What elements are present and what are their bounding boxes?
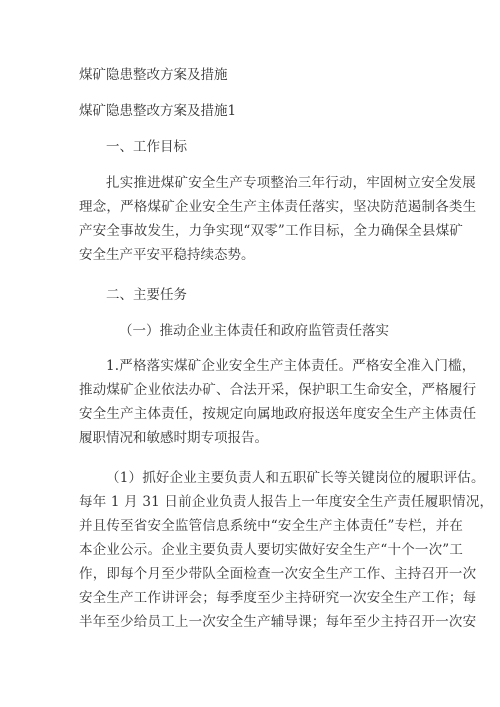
paragraph-line: 产安全事故发生，力争实现“双零”工作目标，全力确保全县煤矿	[79, 223, 464, 239]
document-subtitle: 煤矿隐患整改方案及措施1	[79, 103, 237, 119]
paragraph-line: 并且传至省安全监管信息系统中“安全生产主体责任”专栏，并在	[79, 518, 464, 534]
paragraph-line: 理念，严格煤矿企业安全生产主体责任落实，坚决防范遏制各类生	[79, 199, 477, 215]
section-heading-tasks: 二、主要任务	[106, 287, 187, 303]
paragraph-line: 1.严格落实煤矿企业安全生产主体责任。严格安全准入门槛，	[106, 358, 476, 374]
paragraph-line: 履职情况和敏感时期专项报告。	[79, 430, 268, 446]
paragraph-line: 作，即每个月至少带队全面检查一次安全生产工作、主持召开一次	[79, 566, 477, 582]
paragraph-line: 安全生产平安平稳持续态势。	[79, 247, 255, 263]
paragraph-line: （1）抓好企业主要负责人和五职矿长等关键岗位的履职评估。	[106, 470, 485, 486]
section-heading-goals: 一、工作目标	[106, 139, 187, 155]
paragraph-line: 本企业公示。企业主要负责人要切实做好安全生产“十个一次”工	[79, 542, 464, 558]
document-title: 煤矿隐患整改方案及措施	[79, 67, 228, 83]
paragraph-line: 安全生产主体责任，按规定向属地政府报送年度安全生产主体责任	[79, 406, 477, 422]
paragraph-line: 每年 1 月 31 日前企业负责人报告上一年度安全生产责任履职情况，	[79, 494, 494, 510]
paragraph-line: 扎实推进煤矿安全生产专项整治三年行动，牢固树立安全发展	[106, 175, 476, 191]
paragraph-line: 半年至少给员工上一次安全生产辅导课；每年至少主持召开一次安	[79, 614, 477, 630]
paragraph-line: 推动煤矿企业依法办矿、合法开采，保护职工生命安全，严格履行	[79, 382, 477, 398]
paragraph-line: 安全生产工作讲评会；每季度至少主持研究一次安全生产工作；每	[79, 590, 477, 606]
subsection-heading: （一）推动企业主体责任和政府监管责任落实	[119, 323, 389, 339]
